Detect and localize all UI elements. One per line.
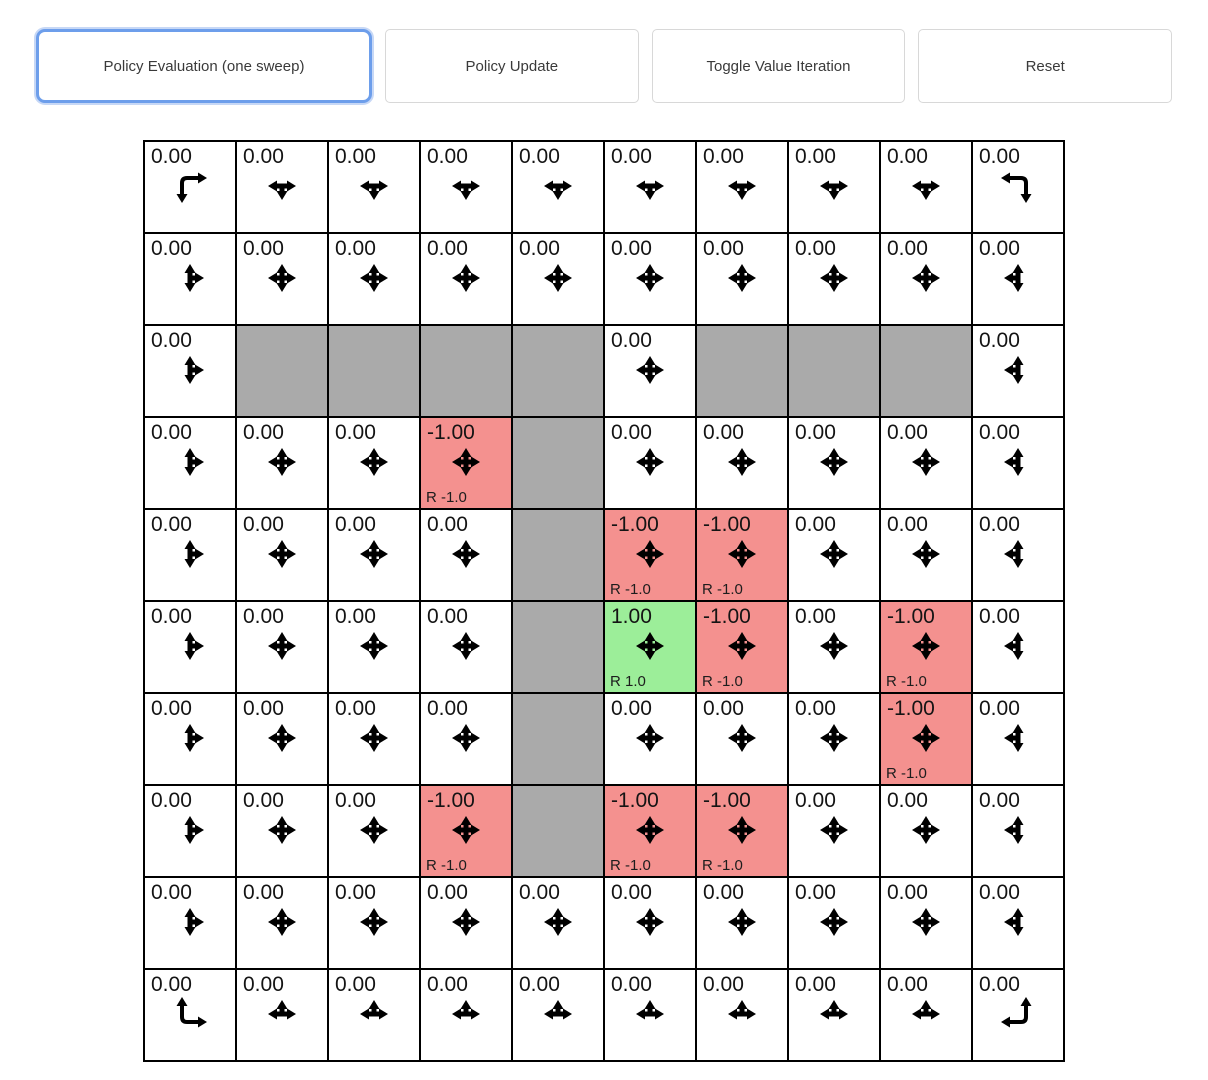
cell-value: 0.00	[611, 973, 652, 996]
cell-value: 0.00	[151, 881, 192, 904]
wall-cell-r2-c2	[329, 326, 419, 416]
grid-cell-r8-c0	[145, 878, 235, 968]
cell-value: 0.00	[427, 697, 468, 720]
policy-arrows-icon	[789, 602, 879, 692]
cell-value: -1.00	[703, 789, 751, 812]
grid-cell-r9-c2	[329, 970, 419, 1060]
policy-arrows-icon	[973, 970, 1063, 1060]
grid-cell-r3-c2	[329, 418, 419, 508]
cell-value: 0.00	[243, 881, 284, 904]
grid-cell-r1-c8	[881, 234, 971, 324]
policy-arrows-icon	[237, 418, 327, 508]
cell-value: 0.00	[979, 421, 1020, 444]
cell-value: 0.00	[335, 237, 376, 260]
gridworld-grid	[143, 140, 1065, 1062]
grid-cell-r6-c0	[145, 694, 235, 784]
grid-cell-r5-c5	[605, 602, 695, 692]
cell-value: 0.00	[243, 697, 284, 720]
grid-cell-r0-c9	[973, 142, 1063, 232]
cell-value: 0.00	[427, 605, 468, 628]
cell-value: 0.00	[795, 881, 836, 904]
grid-cell-r8-c3	[421, 878, 511, 968]
cell-value: 0.00	[979, 605, 1020, 628]
grid-cell-r0-c4	[513, 142, 603, 232]
cell-value: 0.00	[427, 513, 468, 536]
grid-cell-r0-c1	[237, 142, 327, 232]
policy-arrows-icon	[973, 234, 1063, 324]
wall-cell-r4-c4	[513, 510, 603, 600]
policy-arrows-icon	[973, 878, 1063, 968]
policy-arrows-icon	[697, 142, 787, 232]
grid-cell-r3-c0	[145, 418, 235, 508]
grid-cell-r9-c7	[789, 970, 879, 1060]
policy-arrows-icon	[237, 510, 327, 600]
policy-arrows-icon	[237, 602, 327, 692]
policy-arrows-icon	[513, 234, 603, 324]
grid-cell-r0-c8	[881, 142, 971, 232]
cell-value: 0.00	[427, 145, 468, 168]
grid-cell-r3-c9	[973, 418, 1063, 508]
grid-cell-r5-c2	[329, 602, 419, 692]
cell-value: 0.00	[243, 145, 284, 168]
policy-arrows-icon	[329, 142, 419, 232]
cell-value: 0.00	[795, 789, 836, 812]
grid-cell-r6-c7	[789, 694, 879, 784]
cell-value: -1.00	[703, 605, 751, 628]
wall-cell-r2-c4	[513, 326, 603, 416]
grid-cell-r4-c7	[789, 510, 879, 600]
cell-reward-label: R -1.0	[886, 765, 927, 782]
wall-cell-r5-c4	[513, 602, 603, 692]
policy-arrows-icon	[789, 878, 879, 968]
grid-cell-r7-c0	[145, 786, 235, 876]
grid-cell-r0-c3	[421, 142, 511, 232]
cell-value: -1.00	[887, 605, 935, 628]
wall-cell-r7-c4	[513, 786, 603, 876]
grid-cell-r8-c4	[513, 878, 603, 968]
policy-arrows-icon	[789, 786, 879, 876]
grid-cell-r0-c0	[145, 142, 235, 232]
cell-value: 0.00	[795, 605, 836, 628]
cell-value: 0.00	[611, 237, 652, 260]
policy-arrows-icon	[973, 510, 1063, 600]
grid-cell-r5-c3	[421, 602, 511, 692]
grid-cell-r4-c8	[881, 510, 971, 600]
policy-arrows-icon	[145, 786, 235, 876]
grid-cell-r7-c6	[697, 786, 787, 876]
grid-cell-r9-c9	[973, 970, 1063, 1060]
policy-update-button[interactable]: Policy Update	[385, 29, 639, 103]
cell-value: 0.00	[335, 513, 376, 536]
cell-value: 0.00	[427, 237, 468, 260]
policy-arrows-icon	[697, 878, 787, 968]
cell-value: 0.00	[795, 697, 836, 720]
policy-arrows-icon	[329, 602, 419, 692]
cell-reward-label: R -1.0	[610, 581, 651, 598]
grid-cell-r6-c6	[697, 694, 787, 784]
grid-cell-r6-c3	[421, 694, 511, 784]
grid-cell-r3-c7	[789, 418, 879, 508]
grid-cell-r1-c5	[605, 234, 695, 324]
policy-arrows-icon	[881, 970, 971, 1060]
grid-cell-r1-c0	[145, 234, 235, 324]
reset-button[interactable]: Reset	[918, 29, 1172, 103]
grid-cell-r4-c2	[329, 510, 419, 600]
grid-cell-r1-c6	[697, 234, 787, 324]
grid-cell-r9-c6	[697, 970, 787, 1060]
policy-arrows-icon	[421, 970, 511, 1060]
cell-value: 0.00	[795, 973, 836, 996]
cell-value: 0.00	[151, 237, 192, 260]
toolbar	[0, 0, 1208, 103]
policy-arrows-icon	[145, 602, 235, 692]
policy-arrows-icon	[513, 878, 603, 968]
policy-arrows-icon	[237, 142, 327, 232]
grid-cell-r9-c0	[145, 970, 235, 1060]
grid-cell-r8-c5	[605, 878, 695, 968]
cell-value: 0.00	[703, 973, 744, 996]
wall-cell-r2-c6	[697, 326, 787, 416]
cell-value: 0.00	[427, 881, 468, 904]
cell-value: 0.00	[795, 513, 836, 536]
policy-arrows-icon	[513, 970, 603, 1060]
policy-arrows-icon	[421, 142, 511, 232]
grid-cell-r5-c9	[973, 602, 1063, 692]
cell-value: -1.00	[427, 421, 475, 444]
cell-value: 0.00	[611, 697, 652, 720]
policy-arrows-icon	[145, 234, 235, 324]
cell-reward-label: R -1.0	[702, 581, 743, 598]
cell-reward-label: R -1.0	[426, 489, 467, 506]
cell-value: 0.00	[979, 145, 1020, 168]
cell-value: 0.00	[887, 881, 928, 904]
policy-arrows-icon	[237, 694, 327, 784]
policy-arrows-icon	[697, 970, 787, 1060]
wall-cell-r2-c1	[237, 326, 327, 416]
cell-value: 0.00	[243, 513, 284, 536]
policy-arrows-icon	[605, 418, 695, 508]
policy-arrows-icon	[329, 234, 419, 324]
cell-value: 0.00	[795, 237, 836, 260]
grid-cell-r9-c4	[513, 970, 603, 1060]
grid-cell-r4-c9	[973, 510, 1063, 600]
grid-cell-r7-c1	[237, 786, 327, 876]
grid-cell-r3-c8	[881, 418, 971, 508]
grid-cell-r4-c1	[237, 510, 327, 600]
grid-cell-r4-c3	[421, 510, 511, 600]
wall-cell-r2-c8	[881, 326, 971, 416]
policy-arrows-icon	[697, 418, 787, 508]
policy-arrows-icon	[237, 786, 327, 876]
grid-cell-r5-c0	[145, 602, 235, 692]
cell-value: 1.00	[611, 605, 652, 628]
cell-value: 0.00	[335, 881, 376, 904]
grid-cell-r8-c1	[237, 878, 327, 968]
cell-reward-label: R -1.0	[886, 673, 927, 690]
grid-cell-r0-c2	[329, 142, 419, 232]
grid-cell-r2-c9	[973, 326, 1063, 416]
policy-arrows-icon	[145, 878, 235, 968]
grid-cell-r5-c8	[881, 602, 971, 692]
grid-cell-r7-c7	[789, 786, 879, 876]
cell-value: 0.00	[243, 421, 284, 444]
cell-reward-label: R 1.0	[610, 673, 646, 690]
grid-cell-r7-c5	[605, 786, 695, 876]
cell-value: 0.00	[979, 973, 1020, 996]
cell-value: 0.00	[151, 513, 192, 536]
policy-arrows-icon	[421, 602, 511, 692]
grid-cell-r9-c3	[421, 970, 511, 1060]
grid-cell-r5-c6	[697, 602, 787, 692]
policy-arrows-icon	[329, 510, 419, 600]
cell-value: -1.00	[427, 789, 475, 812]
grid-cell-r1-c7	[789, 234, 879, 324]
grid-cell-r8-c2	[329, 878, 419, 968]
cell-value: 0.00	[979, 237, 1020, 260]
cell-value: 0.00	[979, 329, 1020, 352]
policy-arrows-icon	[145, 970, 235, 1060]
policy-arrows-icon	[421, 234, 511, 324]
cell-value: 0.00	[243, 605, 284, 628]
policy-arrows-icon	[513, 142, 603, 232]
grid-cell-r4-c5	[605, 510, 695, 600]
policy-arrows-icon	[145, 510, 235, 600]
grid-cell-r8-c8	[881, 878, 971, 968]
policy-arrows-icon	[973, 786, 1063, 876]
grid-cell-r6-c5	[605, 694, 695, 784]
grid-cell-r7-c8	[881, 786, 971, 876]
grid-cell-r5-c7	[789, 602, 879, 692]
policy-arrows-icon	[145, 326, 235, 416]
policy-arrows-icon	[145, 418, 235, 508]
grid-cell-r1-c4	[513, 234, 603, 324]
grid-cell-r9-c8	[881, 970, 971, 1060]
policy-arrows-icon	[973, 326, 1063, 416]
grid-cell-r3-c5	[605, 418, 695, 508]
grid-container	[0, 140, 1208, 1062]
cell-value: 0.00	[887, 145, 928, 168]
grid-cell-r6-c1	[237, 694, 327, 784]
wall-cell-r3-c4	[513, 418, 603, 508]
cell-value: 0.00	[887, 421, 928, 444]
policy-arrows-icon	[605, 142, 695, 232]
cell-value: 0.00	[335, 605, 376, 628]
grid-cell-r1-c3	[421, 234, 511, 324]
cell-value: 0.00	[611, 881, 652, 904]
policy-arrows-icon	[421, 878, 511, 968]
cell-value: 0.00	[243, 973, 284, 996]
cell-value: 0.00	[151, 145, 192, 168]
grid-cell-r1-c9	[973, 234, 1063, 324]
grid-cell-r1-c1	[237, 234, 327, 324]
grid-cell-r4-c6	[697, 510, 787, 600]
policy-arrows-icon	[697, 234, 787, 324]
cell-value: 0.00	[151, 421, 192, 444]
cell-value: 0.00	[979, 789, 1020, 812]
cell-value: 0.00	[243, 237, 284, 260]
policy-arrows-icon	[881, 418, 971, 508]
policy-arrows-icon	[973, 418, 1063, 508]
policy-arrows-icon	[697, 694, 787, 784]
grid-cell-r0-c5	[605, 142, 695, 232]
cell-value: 0.00	[887, 513, 928, 536]
policy-arrows-icon	[605, 234, 695, 324]
policy-arrows-icon	[329, 786, 419, 876]
grid-cell-r3-c1	[237, 418, 327, 508]
cell-value: 0.00	[611, 329, 652, 352]
cell-value: 0.00	[335, 973, 376, 996]
policy-arrows-icon	[329, 694, 419, 784]
grid-cell-r6-c9	[973, 694, 1063, 784]
cell-value: 0.00	[335, 789, 376, 812]
policy-arrows-icon	[237, 878, 327, 968]
cell-value: 0.00	[979, 881, 1020, 904]
cell-value: -1.00	[611, 789, 659, 812]
policy-arrows-icon	[329, 878, 419, 968]
policy-arrows-icon	[789, 510, 879, 600]
grid-cell-r6-c2	[329, 694, 419, 784]
cell-value: 0.00	[703, 421, 744, 444]
grid-cell-r0-c7	[789, 142, 879, 232]
policy-arrows-icon	[881, 142, 971, 232]
policy-arrows-icon	[973, 602, 1063, 692]
cell-value: -1.00	[611, 513, 659, 536]
wall-cell-r2-c7	[789, 326, 879, 416]
grid-cell-r8-c6	[697, 878, 787, 968]
cell-reward-label: R -1.0	[702, 673, 743, 690]
cell-value: 0.00	[519, 881, 560, 904]
policy-arrows-icon	[329, 970, 419, 1060]
cell-value: 0.00	[887, 973, 928, 996]
cell-value: -1.00	[887, 697, 935, 720]
grid-cell-r4-c0	[145, 510, 235, 600]
cell-value: 0.00	[979, 697, 1020, 720]
grid-cell-r1-c2	[329, 234, 419, 324]
cell-value: 0.00	[887, 789, 928, 812]
grid-cell-r6-c8	[881, 694, 971, 784]
cell-value: 0.00	[611, 421, 652, 444]
cell-value: 0.00	[519, 145, 560, 168]
policy-arrows-icon	[789, 234, 879, 324]
policy-arrows-icon	[421, 510, 511, 600]
grid-cell-r3-c3	[421, 418, 511, 508]
cell-value: 0.00	[703, 145, 744, 168]
policy-arrows-icon	[973, 142, 1063, 232]
wall-cell-r2-c3	[421, 326, 511, 416]
cell-value: -1.00	[703, 513, 751, 536]
grid-cell-r3-c6	[697, 418, 787, 508]
cell-value: 0.00	[611, 145, 652, 168]
policy-arrows-icon	[329, 418, 419, 508]
policy-arrows-icon	[973, 694, 1063, 784]
cell-value: 0.00	[151, 605, 192, 628]
policy-arrows-icon	[789, 142, 879, 232]
cell-reward-label: R -1.0	[610, 857, 651, 874]
wall-cell-r6-c4	[513, 694, 603, 784]
cell-value: 0.00	[979, 513, 1020, 536]
policy-arrows-icon	[605, 970, 695, 1060]
grid-cell-r8-c7	[789, 878, 879, 968]
grid-cell-r9-c5	[605, 970, 695, 1060]
cell-value: 0.00	[887, 237, 928, 260]
grid-cell-r0-c6	[697, 142, 787, 232]
toggle-value-iteration-button[interactable]: Toggle Value Iteration	[652, 29, 906, 103]
grid-cell-r9-c1	[237, 970, 327, 1060]
policy-arrows-icon	[789, 418, 879, 508]
cell-value: 0.00	[795, 145, 836, 168]
policy-arrows-icon	[145, 142, 235, 232]
cell-value: 0.00	[519, 973, 560, 996]
cell-value: 0.00	[335, 421, 376, 444]
policy-arrows-icon	[421, 694, 511, 784]
policy-evaluation-button[interactable]: Policy Evaluation (one sweep)	[36, 29, 372, 103]
cell-value: 0.00	[151, 789, 192, 812]
cell-value: 0.00	[335, 697, 376, 720]
cell-value: 0.00	[243, 789, 284, 812]
cell-value: 0.00	[427, 973, 468, 996]
cell-reward-label: R -1.0	[702, 857, 743, 874]
policy-arrows-icon	[237, 970, 327, 1060]
cell-value: 0.00	[703, 237, 744, 260]
policy-arrows-icon	[605, 878, 695, 968]
cell-value: 0.00	[703, 697, 744, 720]
grid-cell-r7-c3	[421, 786, 511, 876]
grid-cell-r7-c9	[973, 786, 1063, 876]
policy-arrows-icon	[789, 694, 879, 784]
policy-arrows-icon	[881, 878, 971, 968]
policy-arrows-icon	[605, 694, 695, 784]
cell-reward-label: R -1.0	[426, 857, 467, 874]
policy-arrows-icon	[145, 694, 235, 784]
cell-value: 0.00	[703, 881, 744, 904]
cell-value: 0.00	[795, 421, 836, 444]
policy-arrows-icon	[605, 326, 695, 416]
grid-cell-r8-c9	[973, 878, 1063, 968]
policy-arrows-icon	[881, 510, 971, 600]
policy-arrows-icon	[881, 786, 971, 876]
cell-value: 0.00	[519, 237, 560, 260]
policy-arrows-icon	[789, 970, 879, 1060]
grid-cell-r2-c0	[145, 326, 235, 416]
cell-value: 0.00	[335, 145, 376, 168]
grid-cell-r7-c2	[329, 786, 419, 876]
cell-value: 0.00	[151, 973, 192, 996]
grid-cell-r5-c1	[237, 602, 327, 692]
policy-arrows-icon	[881, 234, 971, 324]
cell-value: 0.00	[151, 697, 192, 720]
cell-value: 0.00	[151, 329, 192, 352]
policy-arrows-icon	[237, 234, 327, 324]
grid-cell-r2-c5	[605, 326, 695, 416]
